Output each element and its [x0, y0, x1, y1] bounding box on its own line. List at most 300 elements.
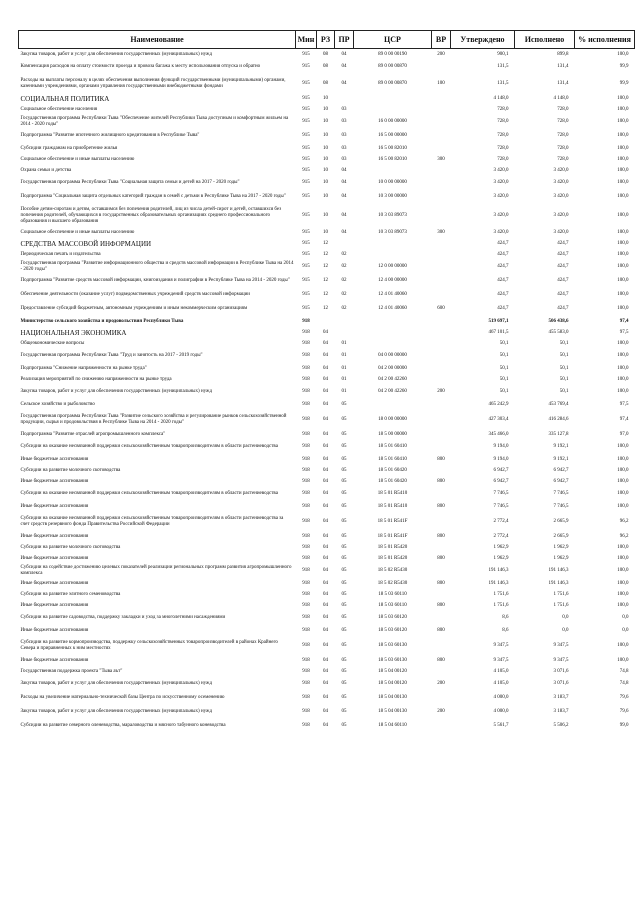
- table-row: [19, 302, 635, 316]
- table-row: [19, 542, 635, 553]
- cell-approved: 8,6: [502, 627, 509, 633]
- cell-percent: 100,0: [617, 133, 629, 138]
- cell-vr: [432, 636, 451, 655]
- cell-rz: 04: [323, 365, 328, 371]
- cell-approved: 728,0: [497, 156, 509, 162]
- cell-percent: 100,0: [617, 340, 629, 346]
- table-row: [19, 338, 635, 349]
- cell-rz: 04: [323, 615, 328, 620]
- cell-rz: 10: [323, 229, 328, 235]
- cell-csr: 12 4 01 40060: [378, 306, 407, 311]
- cell-percent: 99,9: [619, 64, 629, 69]
- cell-percent: 97,5: [619, 401, 629, 407]
- cell-rz: 04: [323, 340, 328, 346]
- table-row: [19, 249, 635, 260]
- cell-approved: 1 751,6: [493, 602, 509, 608]
- cell-csr: 18 5 01 R541F: [377, 518, 408, 524]
- cell-pr: 05: [341, 723, 347, 728]
- table-row: [19, 454, 635, 465]
- cell-percent: 100,0: [617, 555, 629, 561]
- cell-name: Иные бюджетные ассигнования: [20, 533, 89, 539]
- cell-csr: 18 5 01 R541F: [377, 533, 408, 539]
- cell-executed: 7 746,5: [553, 503, 569, 509]
- cell-min: 918: [302, 657, 310, 663]
- cell-min: 915: [302, 145, 310, 151]
- cell-rz: 04: [323, 456, 328, 462]
- cell-pr: 05: [341, 668, 347, 674]
- cell-executed: 9 347,5: [553, 657, 569, 663]
- cell-executed: 3 183,7: [553, 709, 569, 714]
- cell-vr: [432, 60, 451, 74]
- cell-approved: 6 942,7: [493, 467, 509, 473]
- cell-percent: 100,0: [617, 264, 629, 269]
- cell-pr: 05: [341, 642, 347, 648]
- table-row: [19, 666, 635, 677]
- cell-executed: 191 146,3: [548, 580, 569, 586]
- cell-min: 915: [302, 51, 310, 57]
- cell-min: 918: [302, 376, 310, 382]
- cell-percent: 96,2: [619, 518, 629, 524]
- cell-pr: 05: [341, 591, 347, 597]
- cell-name: Государственная программа Республики Тыва "Социальная защита семьи и детей на 2017 - 2020 годы": [20, 180, 240, 185]
- cell-csr: 89 0 00 00190: [378, 51, 407, 57]
- cell-name: Иные бюджетные ассигнования: [20, 503, 89, 509]
- cell-min: 915: [302, 251, 310, 257]
- table-row: [19, 410, 635, 429]
- cell-pr: 05: [341, 456, 347, 462]
- cell-name: Иные бюджетные ассигнования: [20, 580, 89, 586]
- cell-csr: 12 4 00 00000: [378, 278, 407, 283]
- cell-percent: 100,0: [617, 106, 629, 112]
- cell-approved: 4 000,0: [493, 695, 509, 700]
- table-row: [19, 487, 635, 501]
- budget-table-page: [18, 30, 634, 733]
- cell-pr: 05: [341, 431, 347, 437]
- table-row: [19, 260, 635, 274]
- cell-min: 915: [302, 106, 310, 112]
- cell-vr: 100: [437, 80, 445, 86]
- cell-min: 918: [302, 456, 310, 462]
- cell-approved: 7 746,5: [493, 503, 509, 509]
- cell-executed: 728,0: [557, 106, 569, 112]
- cell-approved: 4 148,0: [493, 95, 509, 101]
- table-row: [19, 316, 635, 327]
- cell-approved: 4 000,0: [493, 709, 509, 714]
- cell-vr: [432, 349, 451, 363]
- cell-vr: [432, 666, 451, 677]
- cell-executed: 3 420,0: [553, 180, 569, 185]
- cell-executed: 3 071,6: [553, 668, 569, 674]
- cell-percent: 100,0: [617, 456, 629, 462]
- cell-vr: [432, 589, 451, 600]
- cell-approved: 467 101,5: [488, 329, 509, 335]
- cell-rz: 04: [323, 491, 328, 496]
- cell-executed: 2 665,9: [553, 533, 569, 539]
- cell-pr: 03: [341, 133, 347, 138]
- cell-name: Периодическая печать и издательства: [20, 251, 101, 257]
- table-row: [19, 677, 635, 691]
- table-header-row: [19, 31, 635, 49]
- cell-executed: 3 071,6: [553, 681, 569, 686]
- cell-csr: 10 3 00 00000: [378, 194, 407, 199]
- cell-name: Субсидии гражданам на приобретение жилья: [20, 145, 118, 151]
- cell-rz: 04: [323, 723, 328, 728]
- cell-pr: 05: [341, 657, 347, 663]
- cell-rz: 10: [323, 95, 328, 101]
- cell-name: Расходы на увеличение материально-технической базы Центра по искусственному осеменению: [20, 695, 225, 700]
- cell-vr: [432, 611, 451, 625]
- cell-approved: 1 962,9: [493, 555, 509, 561]
- cell-vr: [432, 115, 451, 129]
- cell-min: 915: [302, 194, 310, 199]
- cell-approved: 50,1: [499, 376, 509, 382]
- table-row: [19, 129, 635, 143]
- cell-approved: 1 962,9: [493, 544, 509, 550]
- cell-vr: 800: [437, 657, 445, 663]
- cell-pr: 01: [341, 340, 347, 346]
- cell-min: 918: [302, 491, 310, 496]
- cell-pr: 05: [341, 416, 347, 422]
- cell-csr: 18 5 04 00120: [378, 681, 407, 686]
- cell-percent: 100,0: [617, 478, 629, 484]
- cell-min: 915: [302, 292, 310, 297]
- table-row: [19, 589, 635, 600]
- cell-name: Иные бюджетные ассигнования: [20, 627, 89, 633]
- cell-pr: 05: [341, 615, 347, 620]
- cell-pr: 01: [341, 376, 347, 382]
- cell-name: Подпрограмма "Социальная защита отдельных категорий граждан в семей с детьми в Республике Тыва на 2017 - 2020 годы": [20, 194, 286, 199]
- cell-name: Общеэкономические вопросы: [20, 340, 85, 346]
- cell-approved: 5 561,7: [493, 723, 509, 728]
- cell-min: 918: [302, 615, 310, 620]
- cell-rz: 10: [323, 167, 328, 173]
- cell-percent: 97,0: [619, 431, 629, 437]
- table-body: [19, 49, 635, 734]
- table-row: [19, 385, 635, 399]
- cell-approved: 424,7: [497, 251, 509, 257]
- cell-csr: 18 5 03 60120: [378, 615, 407, 620]
- cell-name: Субсидии на содействие достижению целевых показателей реализации региональных программ развития агропромышленного комплекса: [20, 565, 292, 576]
- cell-min: 915: [302, 306, 310, 311]
- table-row: [19, 611, 635, 625]
- cell-rz: 08: [323, 51, 328, 57]
- cell-vr: [432, 165, 451, 176]
- cell-executed: 6 942,7: [553, 467, 569, 473]
- cell-approved: 9 347,5: [493, 642, 509, 648]
- cell-csr: 18 5 03 60110: [378, 602, 407, 608]
- cell-vr: [432, 327, 451, 338]
- cell-percent: 99,9: [619, 80, 629, 86]
- cell-approved: 50,1: [499, 389, 509, 394]
- cell-pr: 04: [341, 194, 347, 199]
- cell-executed: 131,4: [557, 64, 569, 69]
- cell-executed: 424,7: [557, 278, 569, 283]
- cell-min: 918: [302, 533, 310, 539]
- cell-percent: 100,0: [617, 602, 629, 608]
- cell-executed: 424,7: [557, 306, 569, 311]
- cell-min: 918: [302, 668, 310, 674]
- cell-vr: 200: [437, 51, 445, 57]
- cell-csr: 89 0 00 00870: [378, 64, 407, 69]
- cell-percent: 100,0: [617, 194, 629, 199]
- cell-name: Субсидии на развитие элитного семеноводства: [20, 591, 121, 597]
- cell-name: Иные бюджетные ассигнования: [20, 456, 89, 462]
- cell-executed: 1 962,9: [553, 544, 569, 550]
- cell-executed: 3 420,0: [553, 194, 569, 199]
- cell-vr: [432, 363, 451, 374]
- table-row: [19, 204, 635, 227]
- table-row: [19, 49, 635, 61]
- cell-approved: 9 194,0: [493, 456, 509, 462]
- cell-vr: [432, 465, 451, 476]
- cell-percent: 100,0: [617, 95, 629, 101]
- cell-min: 918: [302, 591, 310, 597]
- cell-approved: 424,7: [497, 292, 509, 297]
- cell-csr: 18 5 02 R5430: [377, 568, 408, 573]
- cell-pr: 03: [341, 156, 347, 162]
- cell-percent: 100,0: [617, 580, 629, 586]
- cell-approved: 728,0: [497, 119, 509, 124]
- cell-executed: 3 420,0: [553, 229, 569, 235]
- cell-approved: 50,1: [499, 340, 509, 346]
- cell-name: Субсидии на развитие молочного скотоводства: [20, 544, 121, 550]
- cell-vr: 200: [437, 389, 445, 394]
- cell-approved: 3 420,0: [493, 194, 509, 199]
- table-row: [19, 512, 635, 531]
- cell-csr: 16 0 00 00000: [378, 119, 407, 124]
- cell-csr: [354, 238, 432, 249]
- cell-vr: 800: [437, 580, 445, 586]
- cell-csr: 18 5 01 60420: [378, 478, 407, 484]
- cell-name: Государственная поддержка проекта "Тыва аът": [20, 668, 123, 674]
- cell-csr: 04 2 00 00000: [378, 365, 407, 371]
- cell-percent: 79,6: [619, 709, 629, 714]
- cell-rz: 04: [323, 444, 328, 449]
- cell-pr: 04: [341, 64, 347, 69]
- cell-rz: [317, 316, 335, 327]
- cell-name: Субсидии на развитие молочного скотоводства: [20, 467, 121, 473]
- table-row: [19, 165, 635, 176]
- cell-min: 918: [302, 555, 310, 561]
- table-row: [19, 719, 635, 733]
- cell-min: 918: [302, 681, 310, 686]
- table-row: [19, 691, 635, 705]
- cell-rz: 10: [323, 106, 328, 112]
- col-header-name: Наименование: [19, 31, 296, 49]
- cell-pr: 02: [341, 306, 347, 311]
- col-header-vr: ВР: [432, 31, 451, 49]
- cell-rz: 04: [323, 401, 328, 407]
- cell-executed: 50,1: [559, 340, 569, 346]
- cell-pr: 05: [341, 681, 347, 686]
- cell-min: 918: [302, 329, 310, 335]
- col-header-csr: ЦСР: [354, 31, 432, 49]
- cell-rz: 04: [323, 695, 328, 700]
- cell-rz: 12: [323, 292, 328, 297]
- cell-vr: [432, 274, 451, 288]
- cell-executed: 728,0: [557, 119, 569, 124]
- cell-executed: 424,7: [557, 251, 569, 257]
- cell-csr: 18 5 03 60130: [378, 657, 407, 663]
- table-row: [19, 476, 635, 487]
- cell-min: 918: [302, 431, 310, 437]
- cell-csr: 18 5 01 R5410: [377, 491, 408, 496]
- cell-executed: 9 192,1: [553, 444, 569, 449]
- cell-min: 918: [302, 365, 310, 371]
- cell-percent: 100,0: [617, 444, 629, 449]
- cell-vr: 800: [437, 503, 445, 509]
- cell-approved: 6 942,7: [493, 478, 509, 484]
- cell-pr: 01: [341, 353, 347, 358]
- cell-percent: 100,0: [617, 180, 629, 185]
- cell-approved: 424,7: [497, 306, 509, 311]
- cell-min: 918: [302, 695, 310, 700]
- cell-executed: 191 146,3: [548, 568, 569, 573]
- cell-name: Обеспечение деятельности (оказание услуг) подведомственных учреждений средств массовой информации: [20, 292, 250, 297]
- cell-csr: [354, 316, 432, 327]
- cell-csr: 18 5 04 00130: [378, 695, 407, 700]
- cell-percent: 97,4: [619, 416, 629, 422]
- cell-vr: [432, 204, 451, 227]
- cell-percent: 100,0: [617, 642, 629, 648]
- cell-rz: 04: [323, 642, 328, 648]
- cell-rz: 12: [323, 306, 328, 311]
- cell-vr: [432, 238, 451, 249]
- cell-executed: 728,0: [557, 156, 569, 162]
- cell-name: СРЕДСТВА МАССОВОЙ ИНФОРМАЦИИ: [20, 239, 152, 248]
- cell-min: 918: [302, 709, 310, 714]
- cell-approved: 9 194,0: [493, 444, 509, 449]
- cell-min: 918: [302, 353, 310, 358]
- cell-percent: 100,0: [617, 657, 629, 663]
- cell-executed: 6 942,7: [553, 478, 569, 484]
- cell-approved: 50,1: [499, 353, 509, 358]
- table-row: [19, 440, 635, 454]
- cell-min: 918: [302, 318, 310, 324]
- cell-csr: 18 5 04 00120: [378, 668, 407, 674]
- cell-rz: 04: [323, 580, 328, 586]
- table-row: [19, 531, 635, 542]
- cell-percent: 100,0: [617, 306, 629, 311]
- cell-vr: [432, 440, 451, 454]
- cell-pr: 04: [341, 229, 347, 235]
- cell-approved: 2 772,4: [493, 533, 509, 539]
- cell-executed: 50,1: [559, 353, 569, 358]
- cell-executed: 335 127,8: [548, 431, 569, 437]
- cell-rz: 08: [323, 80, 328, 86]
- cell-name: Реализация мероприятий по снижению напряженности на рынке труда: [20, 376, 172, 382]
- cell-approved: 4 105,0: [493, 681, 509, 686]
- cell-executed: 2 665,9: [553, 518, 569, 524]
- cell-rz: 04: [323, 602, 328, 608]
- cell-name: Закупка товаров, работ и услуг для обеспечения государственных (муниципальных) нужд: [20, 51, 213, 57]
- cell-executed: 424,7: [557, 292, 569, 297]
- cell-pr: 05: [341, 533, 347, 539]
- budget-execution-table: [18, 30, 635, 733]
- cell-pr: 02: [341, 278, 347, 283]
- cell-rz: 04: [323, 591, 328, 597]
- cell-pr: 05: [341, 518, 347, 524]
- cell-rz: 04: [323, 555, 328, 561]
- cell-executed: 0,0: [562, 615, 569, 620]
- cell-rz: 12: [323, 278, 328, 283]
- cell-name: Субсидии на развитие садоводства, поддержку закладки и уход за многолетними насаждениями: [20, 615, 226, 620]
- cell-csr: [354, 165, 432, 176]
- cell-min: 915: [302, 229, 310, 235]
- cell-executed: 506 438,6: [548, 318, 569, 324]
- cell-executed: 50,1: [559, 376, 569, 382]
- table-row: [19, 143, 635, 154]
- cell-pr: 01: [341, 389, 347, 394]
- cell-percent: 74,8: [619, 681, 629, 686]
- cell-name: Закупка товаров, работ и услуг для обеспечения государственных (муниципальных) нужд: [20, 709, 213, 714]
- cell-executed: 1 751,6: [553, 602, 569, 608]
- cell-csr: [354, 93, 432, 104]
- cell-csr: 18 5 04 00130: [378, 709, 407, 714]
- cell-pr: 01: [341, 365, 347, 371]
- cell-min: 915: [302, 80, 310, 86]
- cell-approved: 3 420,0: [493, 229, 509, 235]
- cell-pr: 04: [341, 180, 347, 185]
- cell-name: Расходы на выплаты персоналу в целях обеспечения выполнения функций государственными (муниципальными) органами, казенными учреждениями, органами управления государственными внебюджетными фондами: [20, 77, 286, 89]
- cell-executed: 50,1: [559, 389, 569, 394]
- cell-approved: 2 772,4: [493, 518, 509, 524]
- cell-percent: 100,0: [617, 145, 629, 151]
- cell-executed: 9 347,5: [553, 642, 569, 648]
- cell-csr: 12 4 01 40060: [378, 292, 407, 297]
- cell-vr: [432, 512, 451, 531]
- cell-rz: 04: [323, 353, 328, 358]
- cell-name: Пособие детям-сиротам и детям, оставшимся без попечения родителей, лиц из числа детей-сирот и детей, оставшихся без попечения родителей, обучающихся в государственных образовательных организациях среднего профессионального образования и высшего образования: [20, 206, 282, 224]
- cell-vr: [432, 260, 451, 274]
- cell-rz: 12: [323, 264, 328, 269]
- cell-rz: 04: [323, 668, 328, 674]
- cell-rz: 04: [323, 627, 328, 633]
- table-row: [19, 564, 635, 578]
- cell-approved: 191 146,3: [488, 568, 509, 573]
- cell-vr: 300: [437, 156, 445, 162]
- cell-vr: 200: [437, 681, 445, 686]
- cell-min: 915: [302, 180, 310, 185]
- col-header-approved: Утверждено: [451, 31, 515, 49]
- cell-pr: 05: [341, 478, 347, 484]
- cell-min: 918: [302, 478, 310, 484]
- cell-executed: 455 583,0: [548, 329, 569, 335]
- table-row: [19, 349, 635, 363]
- cell-rz: 04: [323, 533, 328, 539]
- cell-approved: 3 420,0: [493, 180, 509, 185]
- cell-vr: [432, 316, 451, 327]
- cell-percent: 100,0: [617, 240, 629, 246]
- cell-csr: 18 5 01 R5420: [377, 555, 408, 561]
- col-header-executed: Исполнено: [515, 31, 575, 49]
- cell-vr: [432, 487, 451, 501]
- cell-executed: 5 506,2: [553, 723, 569, 728]
- cell-executed: 899,8: [557, 51, 569, 57]
- cell-min: 918: [302, 580, 310, 586]
- cell-vr: [432, 691, 451, 705]
- cell-pr: 05: [341, 555, 347, 561]
- cell-pr: 05: [341, 695, 347, 700]
- cell-approved: 519 697,1: [488, 318, 509, 324]
- cell-vr: 800: [437, 533, 445, 539]
- cell-pr: 04: [341, 80, 347, 86]
- cell-executed: 728,0: [557, 145, 569, 151]
- cell-name: Государственная программа Республики Тыва "Труд и занятость на 2017 - 2019 годы": [20, 353, 203, 358]
- cell-percent: 100,0: [617, 251, 629, 257]
- cell-name: Закупка товаров, работ и услуг для обеспечения государственных (муниципальных) нужд: [20, 389, 213, 394]
- cell-csr: 18 5 01 R5420: [377, 544, 408, 550]
